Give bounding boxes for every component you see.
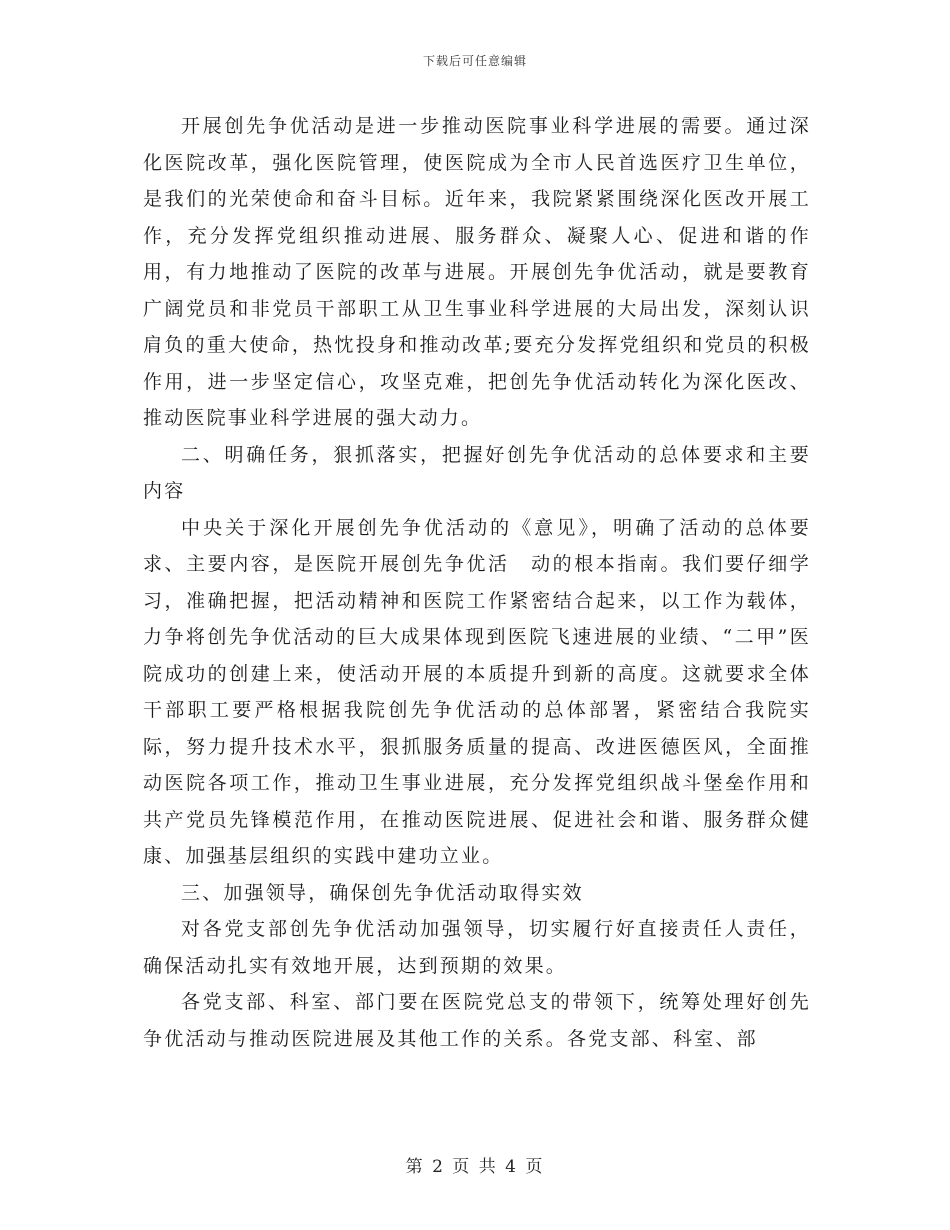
paragraph-section-3-a: 对各党支部创先争优活动加强领导，切实履行好直接责任人责任，确保活动扎实有效地开展，达到预期的效果。 bbox=[143, 918, 811, 977]
section-heading-3: 三、加强领导，确保创先争优活动取得实效 bbox=[181, 881, 584, 904]
paragraph-section-3-b: 各党支部、科室、部门要在医院党总支的带领下，统筹处理好创先争优活动与推动医院进展及其他工作的关系。各党支部、科室、部 bbox=[143, 991, 811, 1050]
document-body bbox=[143, 108, 811, 1057]
paragraph-section-2: 中央关于深化开展创先争优活动的《意见》，明确了活动的总体要求、主要内容，是医院开展创先争优活 动的根本指南。我们要仔细学习，准确把握，把活动精神和医院工作紧密结合起来，以工作为载体，力争将创先争优活动的巨大成果体现到医院飞速进展的业绩、“二甲”医院成功的创建上来，使活动开展的本质提升到新的高度。这就要求全体干部职工要严格根据我院创先争优活动的总体部署，紧密结合我院实际，努力提升技术水平，狠抓服务质量的提高、改进医德医风，全面推动医院各项工作，推动卫生事业进展，充分发挥党组织战斗堡垒作用和共产党员先锋模范作用，在推动医院进展、促进社会和谐、服务群众健康、加强基层组织的实践中建功立业。 bbox=[143, 516, 811, 867]
section-heading-2: 二、明确任务，狠抓落实，把握好创先争优活动的总体要求和主要内容 bbox=[143, 443, 811, 502]
paragraph-intro: 开展创先争优活动是进一步推动医院事业科学进展的需要。通过深化医院改革，强化医院管理，使医院成为全市人民首选医疗卫生单位，是我们的光荣使命和奋斗目标。近年来，我院紧紧围绕深化医改开展工作，充分发挥党组织推动进展、服务群众、凝聚人心、促进和谐的作用，有力地推动了医院的改革与进展。开展创先争优活动，就是要教育广阔党员和非党员干部职工从卫生事业科学进展的大局出发，深刻认识肩负的重大使命，热忱投身和推动改革;要充分发挥党组织和党员的积极作用，进一步坚定信心，攻坚克难，把创先争优活动转化为深化医改、推动医院事业科学进展的强大动力。 bbox=[143, 115, 811, 429]
page-number-footer: 第 2 页 共 4 页 bbox=[405, 1157, 545, 1177]
page-header-note: 下载后可任意编辑 bbox=[422, 54, 527, 68]
